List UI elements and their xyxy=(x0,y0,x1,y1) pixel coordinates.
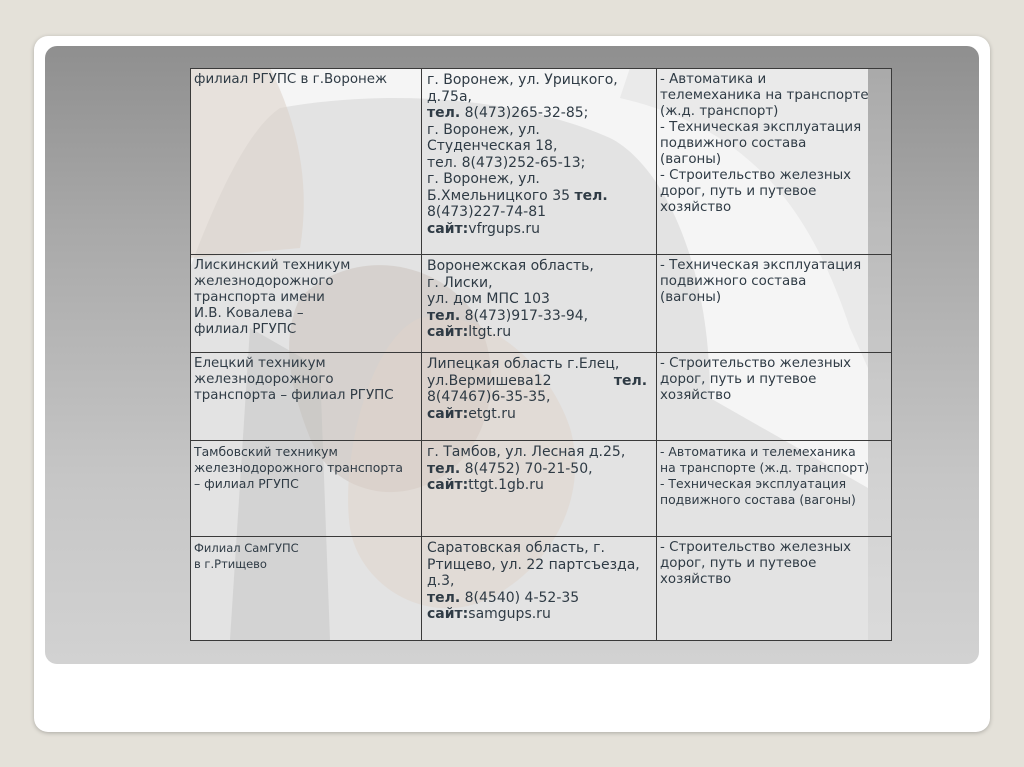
railway-branches-table-wrap xyxy=(190,68,868,640)
contact-line-text[interactable]: ltgt.ru xyxy=(468,324,512,340)
contact-line-label: сайт: xyxy=(427,220,469,237)
contacts-cell xyxy=(422,69,657,255)
specialties-cell xyxy=(657,353,892,441)
contact-line xyxy=(427,155,653,172)
contact-line-text: Воронежская область, xyxy=(427,258,594,274)
specialty-line: дорог, путь и путевое xyxy=(660,556,817,571)
contact-line-text: 8(473)265-32-85; xyxy=(460,105,589,121)
specialties-cell xyxy=(657,69,892,255)
contact-line-label: сайт: xyxy=(427,477,469,493)
specialties-cell xyxy=(657,255,892,353)
institution-name-cell xyxy=(191,353,422,441)
institution-name-cell xyxy=(191,441,422,537)
institution-name-line: транспорта имени xyxy=(194,290,325,305)
contact-line xyxy=(427,590,653,607)
institution-name-line: железнодорожного xyxy=(194,372,334,387)
contact-line-label: тел. xyxy=(427,589,461,606)
contact-line-text: ул. дом МПС 103 xyxy=(427,291,550,307)
contact-line xyxy=(427,308,653,325)
contact-line xyxy=(427,171,653,188)
contact-line-text: тел. 8(473)252-65-13; xyxy=(427,154,586,171)
institution-name-line: Тамбовский техникум xyxy=(194,444,338,459)
institution-name-line: Лискинский техникум xyxy=(194,258,351,273)
specialty-line: - Техническая эксплуатация xyxy=(660,120,862,135)
institution-name-line: железнодорожного xyxy=(194,274,334,289)
contact-line xyxy=(427,324,653,341)
contact-line-label: сайт: xyxy=(427,324,469,340)
contact-line-text: г. Тамбов, ул. Лесная д.25, xyxy=(427,444,626,460)
specialty-line: - Автоматика и xyxy=(660,72,767,87)
contact-line-label: тел. xyxy=(613,372,648,389)
contact-line-label: сайт: xyxy=(427,405,469,422)
contact-line-text: Б.Хмельницкого 35 xyxy=(427,187,575,204)
contact-line-text: Саратовская область, г. xyxy=(427,540,605,556)
contact-line-text[interactable]: etgt.ru xyxy=(468,405,516,422)
table-row xyxy=(191,255,892,353)
specialty-line: дорог, путь и путевое xyxy=(660,372,817,387)
specialty-line: хозяйство xyxy=(660,572,732,587)
table-row xyxy=(191,441,892,537)
specialty-line: - Автоматика и телемеханика xyxy=(660,444,856,459)
specialty-line: дорог, путь и путевое xyxy=(660,184,817,199)
specialty-line: (вагоны) xyxy=(660,152,722,167)
specialty-line: - Техническая эксплуатация xyxy=(660,258,862,273)
institution-name-line: филиал РГУПС в г.Воронеж xyxy=(194,72,388,87)
institution-name-line: транспорта – филиал РГУПС xyxy=(194,388,394,403)
institution-name-line: в г.Ртищево xyxy=(194,557,267,571)
institution-name-cell xyxy=(191,537,422,641)
specialty-line: (ж.д. транспорт) xyxy=(660,104,779,119)
railway-branches-table xyxy=(190,68,892,641)
specialty-line: (вагоны) xyxy=(660,290,722,305)
contacts-cell xyxy=(422,441,657,537)
contact-line-text[interactable]: ttgt.1gb.ru xyxy=(468,477,544,493)
contact-line-label: тел. xyxy=(427,460,461,477)
contact-line xyxy=(427,606,653,623)
institution-name-line: Елецкий техникум xyxy=(194,356,326,371)
contact-line xyxy=(427,356,653,373)
institution-name-line: железнодорожного транспорта xyxy=(194,460,404,475)
contact-line xyxy=(427,291,653,308)
contact-line-text: 8(4752) 70-21-50, xyxy=(460,460,593,477)
contact-line xyxy=(427,204,653,221)
contact-line xyxy=(427,89,653,106)
institution-name-line: И.В. Ковалева – xyxy=(194,306,304,321)
specialty-line: - Техническая эксплуатация xyxy=(660,476,847,491)
contact-line xyxy=(427,461,653,478)
contact-line xyxy=(427,477,653,494)
contact-line xyxy=(427,389,653,406)
contact-line-text: 8(473)917-33-94, xyxy=(460,307,589,324)
contact-line-text: Липецкая область г.Елец, xyxy=(427,356,620,372)
table-row xyxy=(191,69,892,255)
table-row xyxy=(191,537,892,641)
contact-line-text: ул.Вермишева12 xyxy=(427,372,614,389)
specialty-line: - Строительство железных xyxy=(660,356,852,371)
specialty-line: подвижного состава (вагоны) xyxy=(660,492,856,507)
contact-line-text[interactable]: vfrgups.ru xyxy=(468,220,541,237)
contact-line-text: Ртищево, ул. 22 партсъезда, xyxy=(427,556,640,573)
specialties-cell xyxy=(657,441,892,537)
specialties-cell xyxy=(657,537,892,641)
contact-line xyxy=(427,373,653,390)
contact-line xyxy=(427,406,653,423)
contact-line xyxy=(427,122,653,139)
contact-line-label: сайт: xyxy=(427,606,469,622)
contact-line xyxy=(427,540,653,557)
institution-name-line: – филиал РГУПС xyxy=(194,476,299,491)
specialty-line: хозяйство xyxy=(660,388,732,403)
contact-line xyxy=(427,258,653,275)
contact-line-text: г. Воронеж, ул. Урицкого, xyxy=(427,72,618,88)
contact-line-text: г. Воронеж, ул. xyxy=(427,171,540,187)
specialty-line: подвижного состава xyxy=(660,274,807,289)
contact-line-label: тел. xyxy=(427,307,461,324)
table-row xyxy=(191,353,892,441)
contact-line-text: 8(473)227-74-81 xyxy=(427,204,547,220)
contact-line xyxy=(427,275,653,292)
contact-line-text: г. Лиски, xyxy=(427,274,493,291)
specialty-line: подвижного состава xyxy=(660,136,807,151)
specialty-line: - Строительство железных xyxy=(660,168,852,183)
contact-line xyxy=(427,72,653,89)
specialty-line: - Строительство железных xyxy=(660,540,852,555)
institution-name-cell xyxy=(191,69,422,255)
contact-line xyxy=(427,188,653,205)
contact-line-text: Студенческая 18, xyxy=(427,138,558,154)
specialty-line: хозяйство xyxy=(660,200,732,215)
contact-line xyxy=(427,105,653,122)
institution-name-line: филиал РГУПС xyxy=(194,322,297,337)
contact-line-text: г. Воронеж, ул. xyxy=(427,121,540,138)
institution-name-cell xyxy=(191,255,422,353)
contact-line xyxy=(427,444,653,461)
contact-line-text: 8(47467)6-35-35, xyxy=(427,389,551,405)
contact-line-label: тел. xyxy=(427,105,461,121)
contacts-cell xyxy=(422,353,657,441)
contact-line xyxy=(427,557,653,574)
contact-line xyxy=(427,138,653,155)
institution-name-line: Филиал СамГУПС xyxy=(194,541,299,555)
contact-line xyxy=(427,221,653,238)
contacts-cell xyxy=(422,255,657,353)
specialty-line: на транспорте (ж.д. транспорт) xyxy=(660,460,870,475)
contact-line-text[interactable]: samgups.ru xyxy=(468,606,551,622)
contact-line-text: 8(4540) 4-52-35 xyxy=(460,589,580,606)
contacts-cell xyxy=(422,537,657,641)
specialty-line: телемеханика на транспорте xyxy=(660,88,869,103)
table-body xyxy=(191,69,892,641)
contact-line-text: д.75а, xyxy=(427,88,472,105)
contact-line-text: д.3, xyxy=(427,573,455,589)
contact-line-label: тел. xyxy=(574,187,608,204)
contact-line xyxy=(427,573,653,590)
